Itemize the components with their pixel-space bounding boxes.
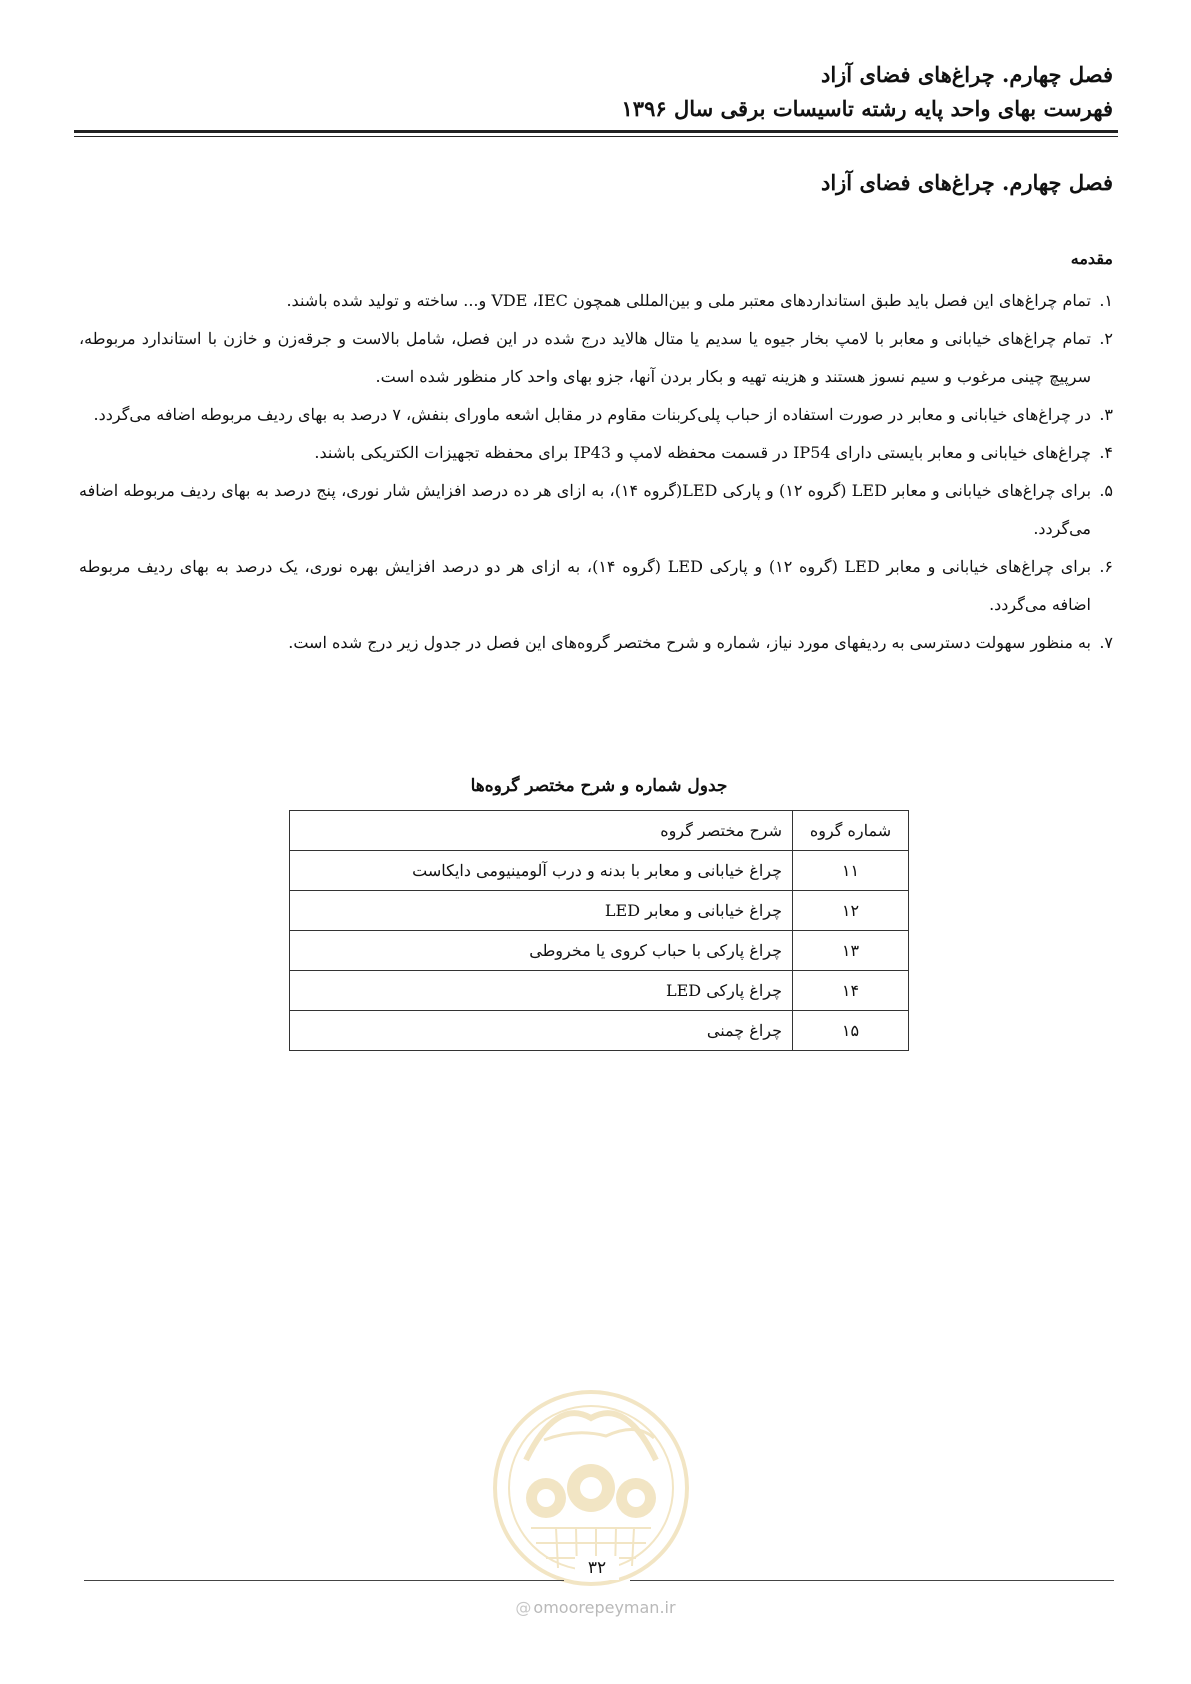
table-row — [290, 851, 909, 891]
list-item — [79, 472, 1113, 548]
item-text: در چراغ‌های خیابانی و معابر در صورت استفاده از حباب پلی‌کربنات مقاوم در مقابل اشعه ماورای بنفش، ۷ درصد به بهای ردیف مربوطه اضافه می‌گردد. — [93, 405, 1091, 424]
table-caption: جدول شماره و شرح مختصر گروه‌ها — [470, 776, 728, 796]
group-number-cell: ۱۱ — [793, 851, 909, 891]
list-item — [79, 320, 1113, 396]
item-number: ۵. — [1099, 481, 1113, 500]
group-number-cell: ۱۲ — [793, 891, 909, 931]
footer-rule — [84, 1580, 564, 1581]
header-book-title: فهرست بهای واحد پایه رشته تاسیسات برقی سال ۱۳۹۶ — [621, 96, 1113, 121]
group-description-cell: چراغ پارکی LED — [290, 971, 793, 1011]
group-description-cell: چراغ چمنی — [290, 1011, 793, 1051]
list-item — [79, 282, 1113, 320]
item-text: برای چراغ‌های خیابانی و معابر LED (گروه ۱۲) و پارکی LED(گروه ۱۴)، به ازای هر ده درصد افزایش شار نوری، پنج درصد به بهای ردیف مربوطه اضافه می‌گردد. — [79, 481, 1092, 538]
at-sign-icon: @ — [515, 1598, 532, 1617]
site-credit — [0, 1598, 1191, 1617]
intro-items — [79, 282, 1113, 662]
table-row — [290, 971, 909, 1011]
item-text: به منظور سهولت دسترسی به ردیفهای مورد نیاز، شماره و شرح مختصر گروه‌های این فصل در جدول زیر درج شده است. — [288, 633, 1091, 652]
item-number: ۲. — [1099, 329, 1113, 348]
page-header — [73, 58, 1113, 126]
table-row — [290, 931, 909, 971]
header-rule-thin — [74, 136, 1118, 137]
group-description-cell: چراغ خیابانی و معابر با بدنه و درب آلومینیومی دایکاست — [290, 851, 793, 891]
item-number: ۶. — [1099, 557, 1113, 576]
item-number: ۳. — [1099, 405, 1113, 424]
groups-table — [289, 810, 909, 1051]
intro-heading: مقدمه — [1070, 249, 1113, 268]
column-header-description: شرح مختصر گروه — [290, 811, 793, 851]
list-item — [79, 434, 1113, 472]
footer-rule — [630, 1580, 1114, 1581]
chapter-title: فصل چهارم. چراغ‌های فضای آزاد — [820, 170, 1113, 195]
item-number: ۴. — [1099, 443, 1113, 462]
item-number: ۱. — [1099, 291, 1113, 310]
group-number-cell: ۱۴ — [793, 971, 909, 1011]
item-text: تمام چراغ‌های این فصل باید طبق استانداردهای معتبر ملی و بین‌المللی همچون VDE ،IEC و... ساخته و تولید شده باشند. — [286, 291, 1091, 310]
table-row — [290, 891, 909, 931]
group-description-cell: چراغ پارکی با حباب کروی یا مخروطی — [290, 931, 793, 971]
item-text: چراغ‌های خیابانی و معابر بایستی دارای IP54 در قسمت محفظه لامپ و IP43 برای محفظه تجهیزات الکتریکی باشند. — [314, 443, 1091, 462]
table-header-row — [290, 811, 909, 851]
item-number: ۷. — [1099, 633, 1113, 652]
header-rule-thick — [74, 130, 1118, 133]
table-row — [290, 1011, 909, 1051]
list-item — [79, 624, 1113, 662]
list-item — [79, 548, 1113, 624]
group-number-cell: ۱۳ — [793, 931, 909, 971]
site-credit-text: omoorepeyman.ir — [533, 1598, 676, 1617]
group-number-cell: ۱۵ — [793, 1011, 909, 1051]
page-number: ۳۲ — [575, 1556, 619, 1580]
item-text: برای چراغ‌های خیابانی و معابر LED (گروه ۱۲) و پارکی LED (گروه ۱۴)، به ازای هر دو درصد افزایش بهره نوری، یک درصد به بهای ردیف مربوطه اضافه می‌گردد. — [79, 557, 1092, 614]
item-text: تمام چراغ‌های خیابانی و معابر با لامپ بخار جیوه یا سدیم یا متال هالاید درج شده در این فصل، شامل بالاست و جرقه‌زن و خازن با استاندارد مربوطه، سرپیچ چینی مرغوب و سیم نسوز هستند و هزینه تهیه و بکار بردن آنها، جزو بهای واحد کار منظور شده است. — [79, 329, 1091, 386]
group-description-cell: چراغ خیابانی و معابر LED — [290, 891, 793, 931]
header-chapter-line: فصل چهارم. چراغ‌های فضای آزاد — [820, 62, 1113, 87]
column-header-group-number: شماره گروه — [793, 811, 909, 851]
list-item — [79, 396, 1113, 434]
